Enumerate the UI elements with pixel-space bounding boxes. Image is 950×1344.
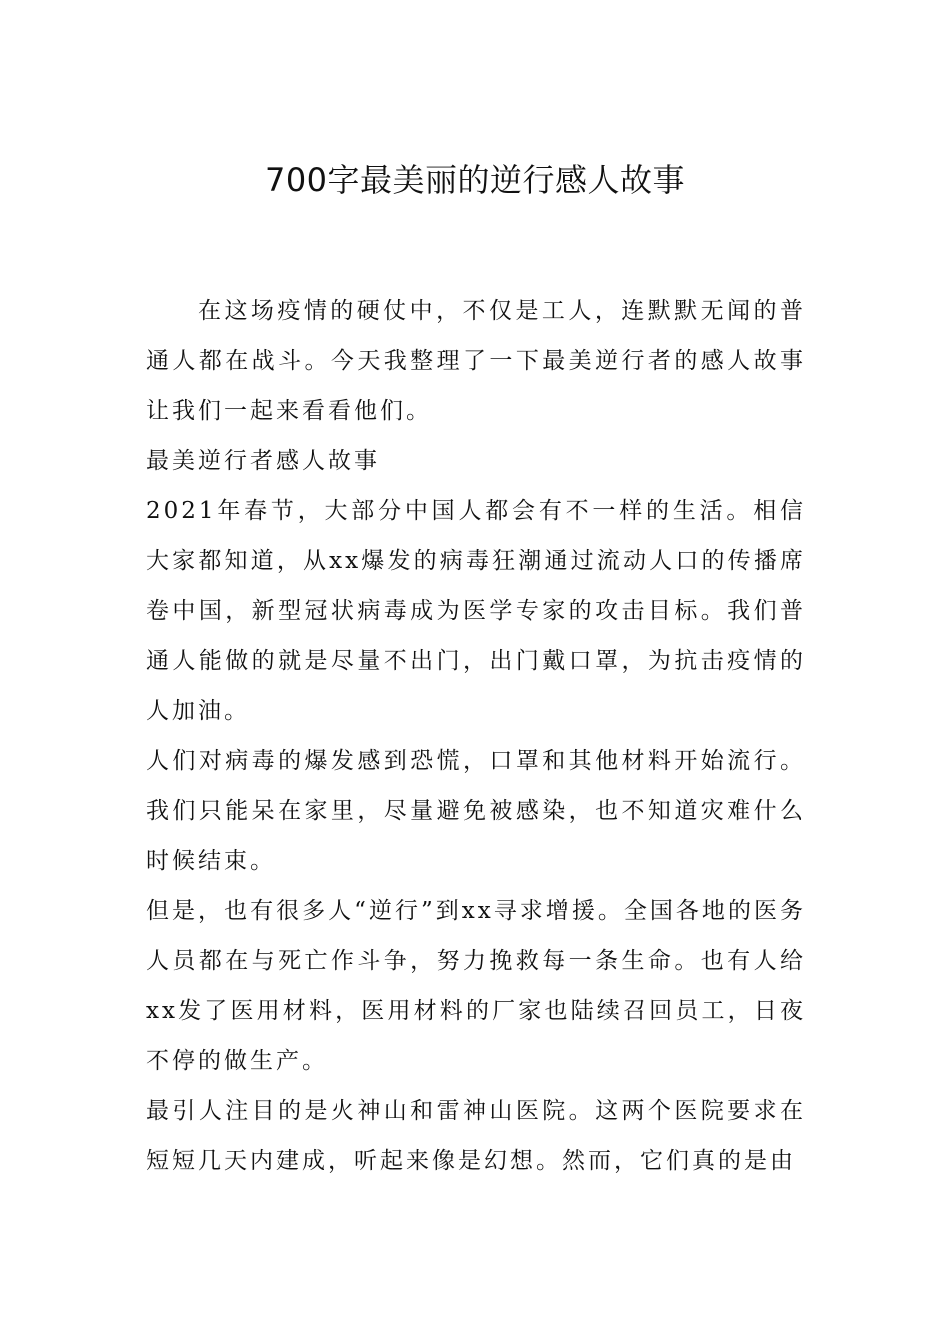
paragraph: 但是，也有很多人“逆行”到xx寻求增援。全国各地的医务人员都在与死亡作斗争，努力挽救每一条生命。也有人给xx发了医用材料，医用材料的厂家也陆续召回员工，日夜不停的做生产。 bbox=[146, 898, 806, 1074]
paragraph: 人们对病毒的爆发感到恐慌，口罩和其他材料开始流行。我们只能呆在家里，尽量避免被感染，也不知道灾难什么时候结束。 bbox=[146, 748, 806, 874]
document-body bbox=[146, 286, 806, 1186]
section-heading: 最美逆行者感人故事 bbox=[146, 448, 380, 474]
paragraph: 最引人注目的是火神山和雷神山医院。这两个医院要求在短短几天内建成，听起来像是幻想。然而，它们真的是由 bbox=[146, 1098, 806, 1174]
paragraph: 2021年春节，大部分中国人都会有不一样的生活。相信大家都知道，从xx爆发的病毒狂潮通过流动人口的传播席卷中国，新型冠状病毒成为医学专家的攻击目标。我们普通人能做的就是尽量不出门，出门戴口罩，为抗击疫情的人加油。 bbox=[146, 498, 806, 724]
paragraph-intro: 在这场疫情的硬仗中，不仅是工人，连默默无闻的普通人都在战斗。今天我整理了一下最美逆行者的感人故事让我们一起来看看他们。 bbox=[146, 298, 806, 424]
document-title: 700字最美丽的逆行感人故事 bbox=[264, 161, 686, 199]
